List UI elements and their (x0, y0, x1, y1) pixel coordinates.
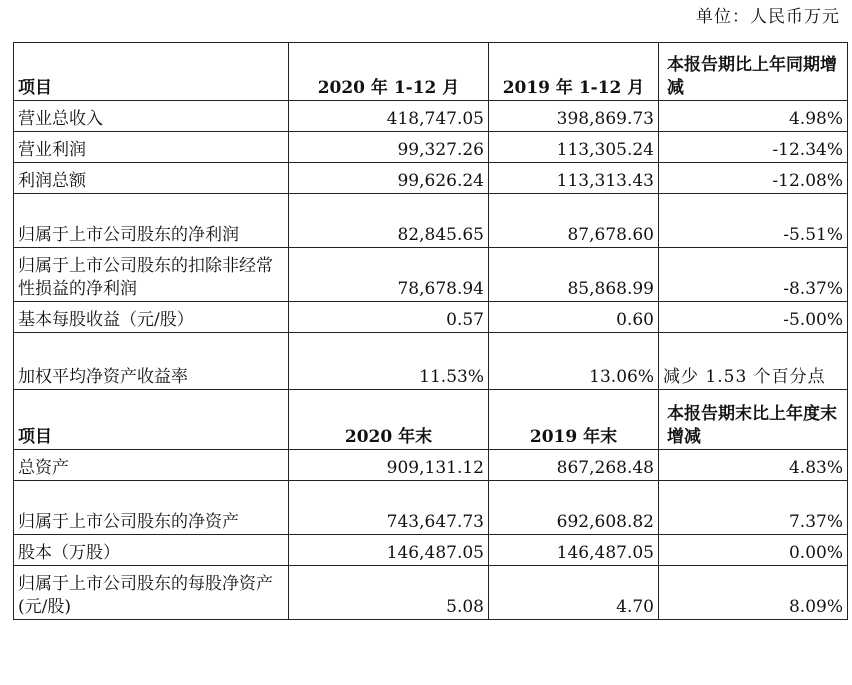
row-item: 营业利润 (14, 132, 289, 163)
row-item: 归属于上市公司股东的每股净资产(元/股) (14, 566, 289, 620)
row-current: 743,647.73 (289, 481, 489, 535)
row-previous: 867,268.48 (489, 450, 659, 481)
row-item: 基本每股收益（元/股） (14, 302, 289, 333)
header-item: 项目 (14, 43, 289, 101)
row-item: 归属于上市公司股东的净资产 (14, 481, 289, 535)
row-change: -12.34% (659, 132, 848, 163)
table-row (14, 450, 848, 481)
header-yoy-change: 本报告期比上年同期增减 (659, 43, 848, 101)
row-change: 4.83% (659, 450, 848, 481)
row-item: 归属于上市公司股东的净利润 (14, 194, 289, 248)
row-current: 82,845.65 (289, 194, 489, 248)
row-change: -5.51% (659, 194, 848, 248)
row-item: 总资产 (14, 450, 289, 481)
row-previous: 398,869.73 (489, 101, 659, 132)
row-change: 减少 1.53 个百分点 (659, 333, 848, 390)
financial-summary-table (13, 42, 848, 620)
section2-header-row (14, 390, 848, 450)
row-previous: 113,305.24 (489, 132, 659, 163)
row-current: 99,327.26 (289, 132, 489, 163)
row-previous: 87,678.60 (489, 194, 659, 248)
row-current: 78,678.94 (289, 248, 489, 302)
row-item: 营业总收入 (14, 101, 289, 132)
header-period-2020: 2020 年 1-12 月 (289, 43, 489, 101)
row-current: 909,131.12 (289, 450, 489, 481)
header-item: 项目 (14, 390, 289, 450)
row-current: 146,487.05 (289, 535, 489, 566)
table-row (14, 101, 848, 132)
row-item: 加权平均净资产收益率 (14, 333, 289, 390)
row-previous: 146,487.05 (489, 535, 659, 566)
row-item: 利润总额 (14, 163, 289, 194)
table-row (14, 194, 848, 248)
row-current: 5.08 (289, 566, 489, 620)
row-change: -12.08% (659, 163, 848, 194)
row-current: 99,626.24 (289, 163, 489, 194)
header-change-vs-prior-year-end: 本报告期末比上年度末增减 (659, 390, 848, 450)
row-change: 7.37% (659, 481, 848, 535)
row-change: -8.37% (659, 248, 848, 302)
header-period-end-2019: 2019 年末 (489, 390, 659, 450)
row-item: 归属于上市公司股东的扣除非经常性损益的净利润 (14, 248, 289, 302)
row-item: 股本（万股） (14, 535, 289, 566)
table-row (14, 132, 848, 163)
unit-label: 单位：人民币万元 (696, 7, 840, 27)
table-row (14, 481, 848, 535)
header-period-end-2020: 2020 年末 (289, 390, 489, 450)
table-row (14, 302, 848, 333)
row-current: 418,747.05 (289, 101, 489, 132)
row-current: 11.53% (289, 333, 489, 390)
row-previous: 4.70 (489, 566, 659, 620)
table-row (14, 566, 848, 620)
row-previous: 692,608.82 (489, 481, 659, 535)
table-row (14, 163, 848, 194)
row-current: 0.57 (289, 302, 489, 333)
row-previous: 113,313.43 (489, 163, 659, 194)
row-previous: 0.60 (489, 302, 659, 333)
row-change: 4.98% (659, 101, 848, 132)
row-previous: 85,868.99 (489, 248, 659, 302)
table-row (14, 248, 848, 302)
row-change: 0.00% (659, 535, 848, 566)
table-row (14, 333, 848, 390)
table-row (14, 535, 848, 566)
header-period-2019: 2019 年 1-12 月 (489, 43, 659, 101)
row-change: -5.00% (659, 302, 848, 333)
row-previous: 13.06% (489, 333, 659, 390)
row-change: 8.09% (659, 566, 848, 620)
section1-header-row (14, 43, 848, 101)
